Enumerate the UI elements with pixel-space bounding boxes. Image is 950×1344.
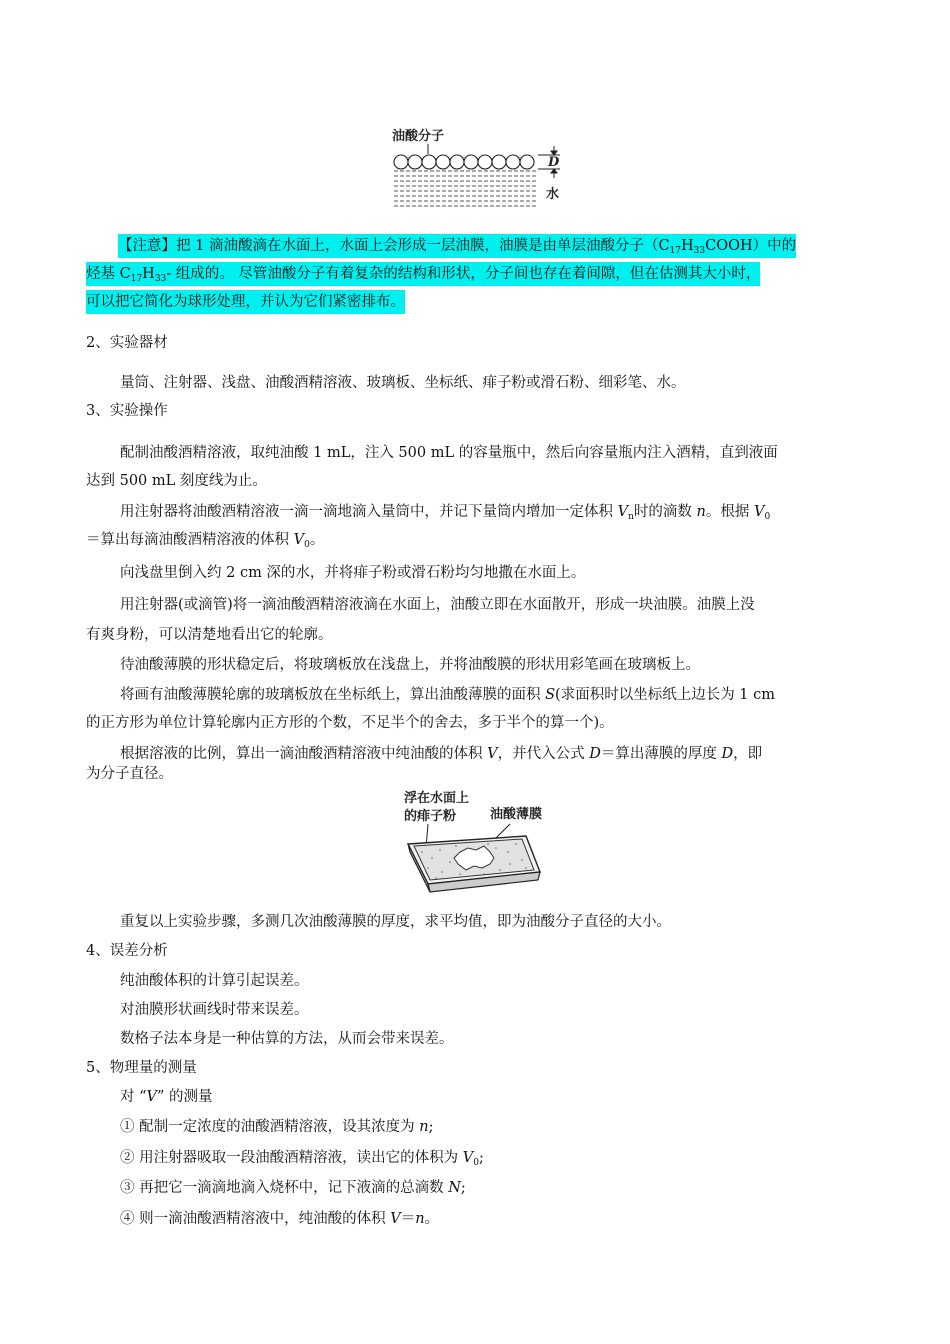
powder-label-line-2: 的痱子粉: [404, 809, 457, 824]
step-1-line-1: 配制油酸酒精溶液，取纯油酸 1 mL，注入 500 mL 的容量瓶中，然后向容量瓶内注入酒精，直到液面: [120, 445, 778, 461]
note-line-3: 可以把它简化为球形处理，并认为它们紧密排布。: [86, 290, 405, 314]
section-5-title: 5、物理量的测量: [86, 1060, 197, 1076]
measure-step-2: ② 用注射器吸取一段油酸酒精溶液，读出它的体积为 $V_0$;: [120, 1150, 484, 1168]
section-4-title: 4、误差分析: [86, 943, 168, 959]
measure-step-1: ① 配制一定浓度的油酸酒精溶液，设其浓度为 n;: [120, 1119, 434, 1135]
step-2-line-1: 用注射器将油酸酒精溶液一滴一滴地滴入量筒中，并记下量筒内增加一定体积 $V_n$时的滴数 n。根据 $V_0$: [120, 504, 771, 522]
section-2-title: 2、实验器材: [86, 335, 168, 351]
powder-label-line-1: 浮在水面上: [404, 791, 470, 806]
step-6-line-1: 将画有油酸薄膜轮廓的玻璃板放在坐标纸上，算出油酸薄膜的面积 S(求面积时以坐标纸上边长为 1 cm: [120, 687, 776, 703]
error-item-1: 纯油酸体积的计算引起误差。: [120, 973, 309, 989]
step-8: 重复以上实验步骤，多测几次油酸薄膜的厚度，求平均值，即为油酸分子直径的大小。: [120, 914, 671, 930]
oil-molecule-figure: [388, 118, 568, 214]
step-3: 向浅盘里倒入约 2 cm 深的水，并将痱子粉或滑石粉均匀地撒在水面上。: [120, 565, 586, 581]
water-lines: [394, 171, 538, 206]
equipment-list: 量筒、注射器、浅盘、油酸酒精溶液、玻璃板、坐标纸、痱子粉或滑石粉、细彩笔、水。: [120, 375, 686, 391]
error-item-3: 数格子法本身是一种估算的方法，从而会带来误差。: [120, 1031, 454, 1047]
measure-v-heading: 对 “V” 的测量: [120, 1089, 213, 1105]
film-label: 油酸薄膜: [490, 807, 543, 822]
tray-figure: [398, 786, 558, 898]
step-6-line-2: 的正方形为单位计算轮廓内正方形的个数，不足半个的舍去，多于半个的算一个)。: [86, 715, 614, 731]
error-item-2: 对油膜形状画线时带来误差。: [120, 1002, 309, 1018]
section-3-title: 3、实验操作: [86, 403, 168, 419]
step-7-line-2: 为分子直径。: [86, 766, 173, 782]
step-2-line-2: ＝算出每滴油酸酒精溶液的体积 $V_0$。: [86, 532, 325, 550]
water-label: 水: [546, 187, 560, 202]
step-7-line-1: 根据溶液的比例，算出一滴油酸酒精溶液中纯油酸的体积 V，并代入公式 D＝算出薄膜的厚度 D，即: [120, 746, 763, 762]
thickness-d-label: D: [548, 155, 560, 170]
step-4-line-1: 用注射器(或滴管)将一滴油酸酒精溶液滴在水面上，油酸立即在水面散开，形成一块油膜。油膜上没: [120, 597, 755, 613]
molecule-label: 油酸分子: [392, 129, 445, 144]
note-line-2: 烃基 $C_{17}H_{33}-$ 组成的。 尽管油酸分子有着复杂的结构和形状，分子间也存在着间隙，但在估测其大小时，: [86, 262, 760, 286]
note-line-1: 【注意】把 1 滴油酸滴在水面上，水面上会形成一层油膜，油膜是由单层油酸分子$(C_{17}H_{33}COOH)$中的: [118, 234, 796, 258]
molecule-row: [394, 155, 534, 169]
measure-step-3: ③ 再把它一滴滴地滴入烧杯中，记下液滴的总滴数 N;: [120, 1180, 466, 1196]
step-4-line-2: 有爽身粉，可以清楚地看出它的轮廓。: [86, 627, 333, 643]
step-5: 待油酸薄膜的形状稳定后，将玻璃板放在浅盘上，并将油酸膜的形状用彩笔画在玻璃板上。: [120, 657, 700, 673]
measure-step-4: ④ 则一滴油酸酒精溶液中，纯油酸的体积 V＝n。: [120, 1211, 440, 1227]
step-1-line-2: 达到 500 mL 刻度线为止。: [86, 473, 267, 489]
